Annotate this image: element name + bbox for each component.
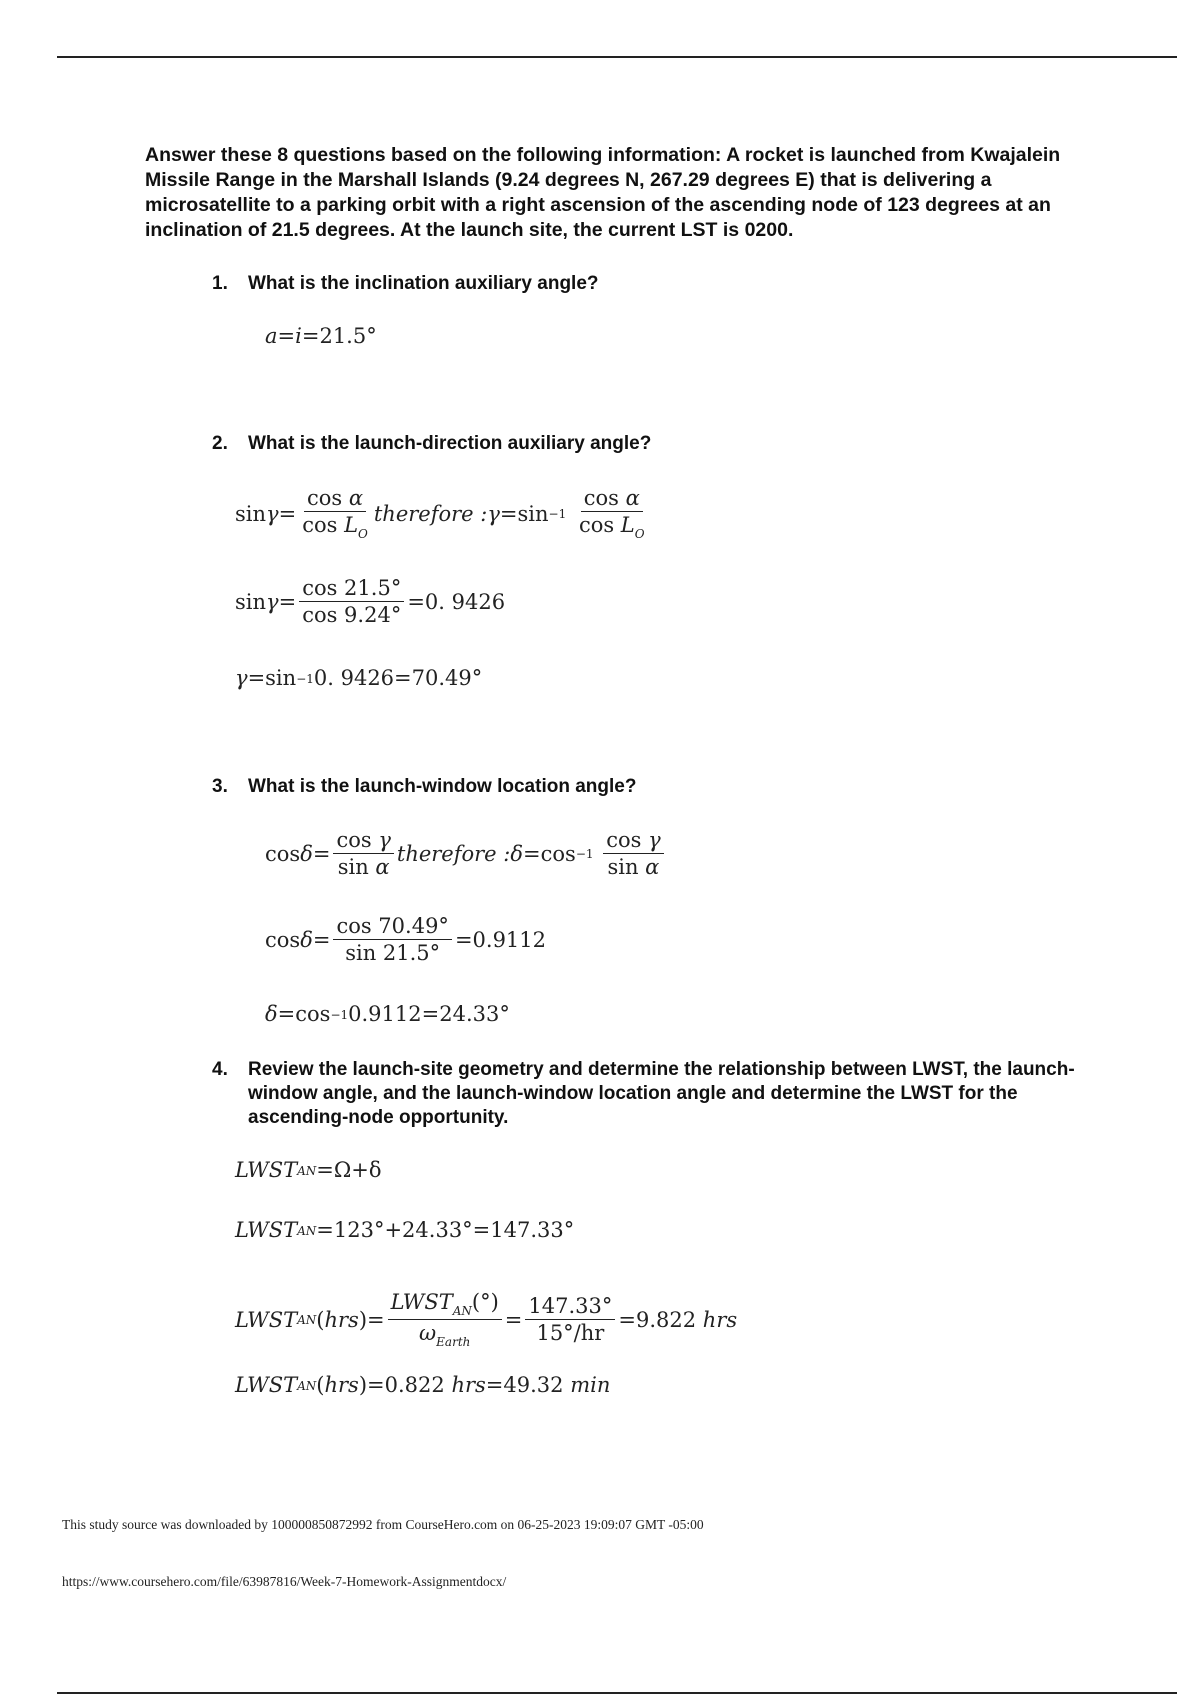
equation-q4-3: LWST AN ( hrs )= $\frac{LWST_{AN}(^\circ)}{\omega_{Earth}}$ = $\frac{147.33^\circ}{15^\circ/hr}$ =9.822 hrs <box>235 1290 738 1349</box>
question-text: Review the launch-site geometry and determine the relationship between LWST, the launch-window angle, and the launch-window location angle and determine the LWST for the ascending-node opportunity. <box>248 1059 1075 1128</box>
q1-value: =21.5° <box>301 324 377 348</box>
equation-q2-2: sin γ = $\frac{\cos 21.5^\circ}{\cos 9.24^\circ}$ =0. 9426 <box>235 576 506 627</box>
equation-q4-4: LWST AN ( hrs ) =0.822 hrs =49.32 min <box>235 1373 611 1397</box>
q2-result: =0. 9426 <box>407 589 506 614</box>
equation-q4-2: LWST AN =123°+24.33°=147.33° <box>235 1218 575 1242</box>
q3-denominator: sin 21.5° <box>345 941 441 965</box>
q4-e1: =Ω+δ <box>316 1158 382 1182</box>
q3-numerator: cos 70.49° <box>333 916 451 940</box>
q4-e4-minutes: =49.32 <box>485 1373 564 1397</box>
q2-numerator: cos 21.5° <box>299 578 404 602</box>
q3-final: 0.9112=24.33° <box>348 1002 510 1026</box>
q2-denominator: cos 9.24° <box>302 603 402 627</box>
equation-q3-2: cos δ = $\frac{\cos 70.49^\circ}{\sin 21.5^\circ}$ =0.9112 <box>265 914 547 965</box>
question-number: 1. <box>212 273 228 294</box>
q4-denominator: 15°/hr <box>536 1321 605 1345</box>
q4-result: =9.822 <box>618 1307 697 1332</box>
equation-q3-1: cos δ = $\frac{\text{cos γ}}{\text{sin α}}$ therefore : δ =cos −1 $\frac{\text{cos γ}}{\text{sin α}}$ <box>265 830 667 878</box>
question-number: 3. <box>212 776 228 797</box>
question-text: What is the inclination auxiliary angle? <box>248 273 599 294</box>
q2-final: 0. 9426=70.49° <box>313 666 483 690</box>
question-3 <box>212 775 1093 799</box>
therefore-text: therefore : <box>396 841 511 866</box>
equation-q4-1: LWST AN =Ω+δ <box>235 1158 382 1182</box>
question-text: What is the launch-window location angle? <box>248 776 637 797</box>
bottom-rule <box>57 1692 1177 1694</box>
equation-q1: a = i =21.5° <box>265 324 377 348</box>
question-text: What is the launch-direction auxiliary angle? <box>248 433 652 454</box>
source-url[interactable]: https://www.coursehero.com/file/63987816/Week-7-Homework-Assignmentdocx/ <box>62 1574 507 1589</box>
equation-q2-3: γ =sin −1 0. 9426=70.49° <box>235 666 483 690</box>
q4-e4-hours: =0.822 <box>367 1373 445 1397</box>
question-number: 2. <box>212 433 228 454</box>
top-rule <box>57 56 1177 58</box>
q3-result: =0.9112 <box>454 927 547 952</box>
intro-paragraph: Answer these 8 questions based on the following information: A rocket is launched from Kwajalein Missile Range in the Marshall Islands (9.24 degrees N, 267.29 degrees E) that is delivering a microsatellite to a parking orbit with a right ascension of the ascending node of 123 degrees at an inclination of 21.5 degrees. At the launch site, the current LST is 0200. <box>145 144 1061 241</box>
source-footer: This study source was downloaded by 100000850872992 from CourseHero.com on 06-25-2023 19:09:07 GMT -05:00 <box>62 1517 704 1532</box>
therefore-text: therefore : <box>373 501 488 526</box>
question-1 <box>212 272 1093 296</box>
equation-q3-3: δ =cos −1 0.9112=24.33° <box>265 1002 510 1026</box>
question-4 <box>212 1058 1093 1130</box>
q4-e2: =123°+24.33°=147.33° <box>316 1218 575 1242</box>
question-number: 4. <box>212 1059 228 1080</box>
equation-q2-1: sin γ = $\frac{\text{cos α}}{\cos L_O}$ therefore : γ =sin −1 $\frac{\text{cos α}}{\cos L_O}$ <box>235 486 645 541</box>
question-2 <box>212 432 1093 456</box>
q4-numerator: 147.33° <box>525 1296 615 1320</box>
